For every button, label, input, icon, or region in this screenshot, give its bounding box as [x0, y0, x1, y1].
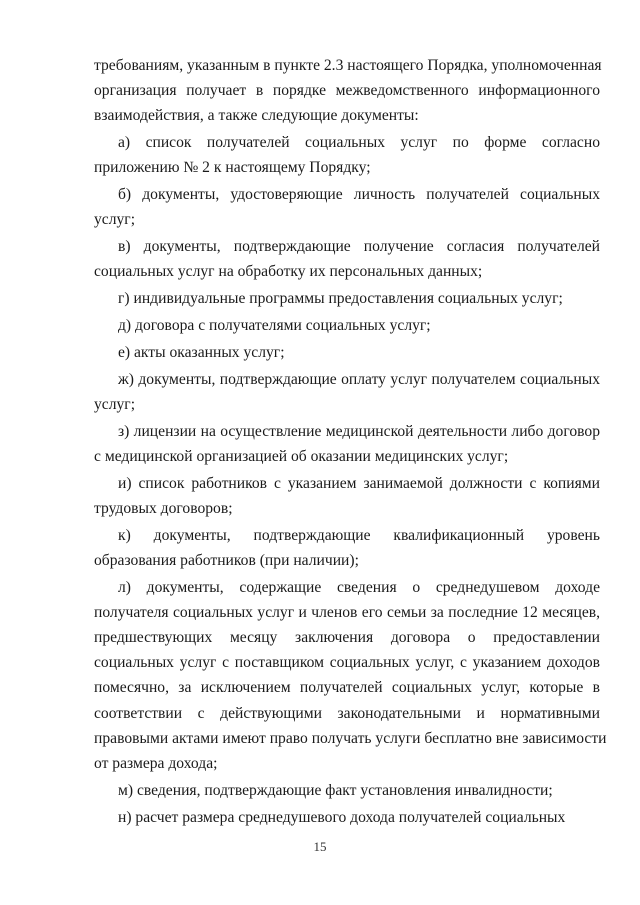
- paragraph: [94, 523, 600, 573]
- text-line: н) расчет размера среднедушевого дохода получателей социальных: [118, 808, 566, 826]
- paragraph: [94, 471, 600, 521]
- paragraph: [94, 340, 600, 365]
- paragraph: [94, 313, 600, 338]
- text-line: получателя социальных услуг и членов его семьи за последние 12 месяцев,: [94, 603, 600, 621]
- text-line: и) список работников с указанием занимаемой должности с копиями: [118, 474, 600, 492]
- paragraph: [94, 53, 600, 129]
- text-line: б) документы, удостоверяющие личность получателей социальных: [118, 186, 600, 204]
- paragraph: [94, 778, 600, 803]
- text-line: приложению № 2 к настоящему Порядку;: [94, 159, 371, 177]
- paragraph: [94, 367, 600, 417]
- paragraph: [94, 234, 600, 284]
- text-line: ж) документы, подтверждающие оплату услуг получателем социальных: [118, 370, 600, 388]
- paragraph: [94, 805, 600, 830]
- text-line: услуг;: [94, 395, 136, 413]
- paragraph: [94, 130, 600, 180]
- text-line: м) сведения, подтверждающие факт установления инвалидности;: [118, 781, 553, 799]
- text-line: услуг;: [94, 211, 136, 229]
- text-line: соответствии с действующими законодательными и нормативными: [94, 704, 600, 722]
- text-line: е) акты оказанных услуг;: [118, 343, 285, 361]
- text-line: социальных услуг на обработку их персональных данных;: [94, 263, 483, 281]
- text-line: а) список получателей социальных услуг по форме согласно: [118, 134, 600, 152]
- text-line: к) документы, подтверждающие квалификационный уровень: [118, 526, 600, 544]
- text-line: с медицинской организацией об оказании медицинских услуг;: [94, 447, 509, 465]
- paragraph: [94, 286, 600, 311]
- text-line: социальных услуг с поставщиком социальных услуг, с указанием доходов: [94, 654, 600, 672]
- text-line: д) договора с получателями социальных услуг;: [118, 317, 431, 334]
- text-line: помесячно, за исключением получателей социальных услуг, которые в: [94, 679, 600, 697]
- text-line: правовыми актами имеют право получать услуги бесплатно вне зависимости: [94, 729, 607, 747]
- paragraph: [94, 182, 600, 232]
- text-line: л) документы, содержащие сведения о среднедушевом доходе: [118, 578, 600, 596]
- text-line: взаимодействия, а также следующие документы:: [94, 107, 419, 125]
- page-number: 15: [313, 839, 327, 854]
- text-line: требованиям, указанным в пункте 2.3 настоящего Порядка, уполномоченная: [94, 57, 602, 74]
- text-line: предшествующих месяцу заключения договора о предоставлении: [94, 629, 600, 646]
- paragraph: [94, 575, 607, 777]
- text-line: образования работников (при наличии);: [94, 551, 359, 569]
- text-line: в) документы, подтверждающие получение согласия получателей: [118, 238, 600, 256]
- text-line: з) лицензии на осуществление медицинской деятельности либо договор: [118, 422, 600, 440]
- paragraph: [94, 419, 600, 469]
- text-line: г) индивидуальные программы предоставления социальных услуг;: [118, 290, 563, 308]
- text-line: от размера дохода;: [94, 755, 218, 773]
- text-line: организация получает в порядке межведомственного информационного: [94, 82, 600, 100]
- text-line: трудовых договоров;: [94, 499, 233, 517]
